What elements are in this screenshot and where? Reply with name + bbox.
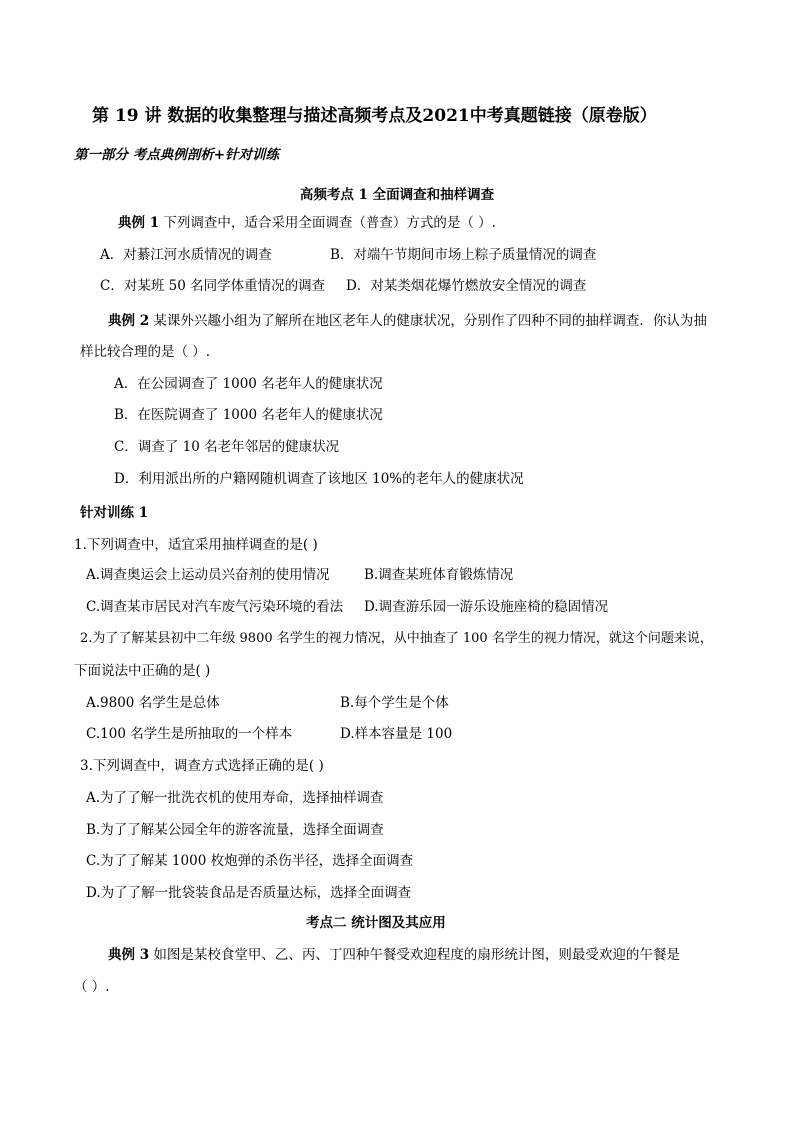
training1-q1-option-d: D.调查游乐园一游乐设施座椅的稳固情况 <box>364 599 609 615</box>
example1-option-d: D．对某类烟花爆竹燃放安全情况的调查 <box>346 278 587 294</box>
example1-option-c: C．对某班 50 名同学体重情况的调查 <box>100 278 326 294</box>
training1-q3-option-d: D.为了了解一批袋装食品是否质量达标，选择全面调查 <box>86 885 412 901</box>
topic2-heading: 考点二 统计图及其应用 <box>306 915 446 931</box>
training1-q1-option-a: A.调查奥运会上运动员兴奋剂的使用情况 <box>86 567 330 583</box>
example3-question-line2: （ ）. <box>74 979 110 995</box>
training1-q3-option-a: A.为了了解一批洗衣机的使用寿命，选择抽样调查 <box>86 790 384 806</box>
training1-q3-option-b: B.为了了解某公园全年的游客流量，选择全面调查 <box>86 822 384 838</box>
training1-q2-option-a: A.9800 名学生是总体 <box>86 695 220 711</box>
example3-label: 典例 3 <box>108 947 150 963</box>
example2-option-b: B．在医院调查了 1000 名老年人的健康状况 <box>114 407 383 423</box>
example2-option-d: D．利用派出所的户籍网随机调查了该地区 10%的老年人的健康状况 <box>114 471 524 487</box>
example2-label: 典例 2 <box>108 313 150 329</box>
example1-option-a: A．对綦江河水质情况的调查 <box>100 247 272 263</box>
example2-option-c: C．调查了 10 名老年邻居的健康状况 <box>114 439 340 455</box>
example3-question-line1 <box>108 946 680 964</box>
example2-question-line1 <box>108 312 707 330</box>
training1-q2-line2: 下面说法中正确的是( ) <box>74 663 211 679</box>
training1-q2-option-d: D.样本容量是 100 <box>340 726 453 742</box>
example3-text: 如图是某校食堂甲、乙、丙、丁四种午餐受欢迎程度的扇形统计图，则最受欢迎的午餐是 <box>149 947 680 963</box>
training1-q2-line1: 2.为了了解某县初中二年级 9800 名学生的视力情况，从中抽查了 100 名学生的视力情况，就这个问题来说， <box>80 631 713 646</box>
training1-q2-option-b: B.每个学生是个体 <box>340 695 449 711</box>
training1-q3: 3.下列调查中，调查方式选择正确的是( ) <box>80 758 324 774</box>
part-one-heading: 第一部分 考点典例剖析+针对训练 <box>74 147 280 163</box>
document-title: 第 19 讲 数据的收集整理与描述高频考点及2021中考真题链接（原卷版） <box>92 106 657 126</box>
training1-q1: 1.下列调查中，适宜采用抽样调查的是( ) <box>74 537 318 553</box>
example1-question <box>118 214 496 232</box>
training1-q1-option-c: C.调查某市居民对汽车废气污染环境的看法 <box>86 599 344 615</box>
example1-option-b: B．对端午节期间市场上粽子质量情况的调查 <box>330 247 597 263</box>
training1-q3-option-c: C.为了了解某 1000 枚炮弹的杀伤半径，选择全面调查 <box>86 853 414 869</box>
training1-heading: 针对训练 1 <box>80 505 149 521</box>
example1-text: 下列调查中，适合采用全面调查（普查）方式的是（ ）. <box>159 215 496 231</box>
training1-q2-option-c: C.100 名学生是所抽取的一个样本 <box>86 726 293 742</box>
example2-question-line2: 样比较合理的是（ ）. <box>80 344 211 360</box>
topic1-heading: 高频考点 1 全面调查和抽样调查 <box>299 187 495 203</box>
example2-option-a: A．在公园调查了 1000 名老年人的健康状况 <box>114 376 383 392</box>
example2-text: 某课外兴趣小组为了解所在地区老年人的健康状况，分别作了四种不同的抽样调查．你认为抽 <box>149 313 707 329</box>
example1-label: 典例 1 <box>118 215 160 231</box>
training1-q1-option-b: B.调查某班体育锻炼情况 <box>364 567 514 583</box>
